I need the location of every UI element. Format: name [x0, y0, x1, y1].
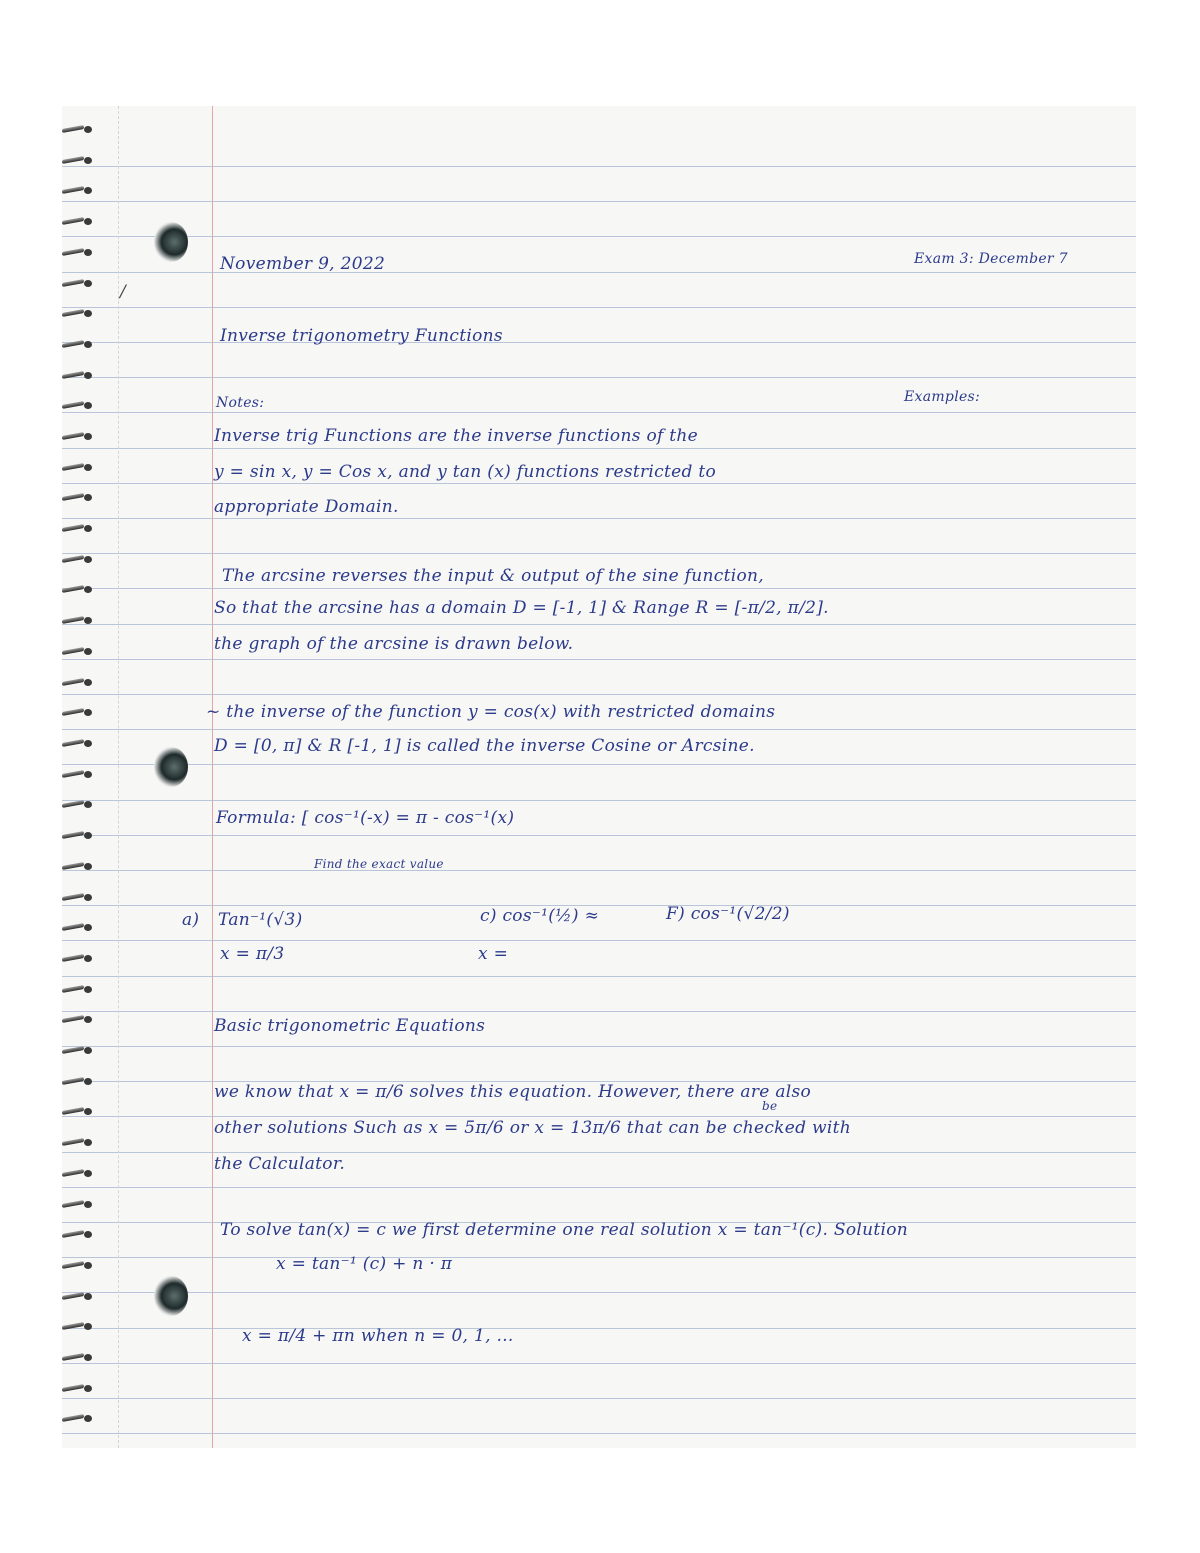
exercise-f-problem: F) cos⁻¹(√2/2)	[666, 904, 790, 924]
ruled-line	[62, 1011, 1136, 1012]
exact-value-label: Find the exact value	[314, 857, 444, 871]
ruled-line	[62, 1152, 1136, 1153]
definition-line-1: Inverse trig Functions are the inverse functions of the	[214, 426, 699, 446]
arcsine-line-3: the graph of the arcsine is drawn below.	[214, 634, 574, 654]
exercise-a-answer: x = π/3	[220, 944, 285, 964]
solve-line-1: To solve tan(x) = c we first determine one real solution x = tan⁻¹(c). Solution	[220, 1220, 908, 1240]
arcsine-line-1: The arcsine reverses the input & output of the sine function,	[222, 566, 764, 586]
definition-line-3: appropriate Domain.	[214, 497, 399, 517]
spiral-coil	[62, 955, 92, 962]
spiral-coil	[62, 648, 92, 655]
spiral-coil	[62, 525, 92, 532]
spiral-coil	[62, 617, 92, 624]
spiral-coil	[62, 740, 92, 747]
spiral-coil	[62, 433, 92, 440]
spiral-coil	[62, 464, 92, 471]
ruled-line	[62, 800, 1136, 801]
spiral-coil	[62, 1415, 92, 1422]
spiral-coil	[62, 1078, 92, 1085]
spiral-coil	[62, 187, 92, 194]
basic-equations-heading: Basic trigonometric Equations	[214, 1016, 486, 1036]
exercise-c-problem: c) cos⁻¹(½) ≈	[480, 906, 600, 926]
date-heading: November 9, 2022	[220, 254, 386, 274]
arcsine-line-2: So that the arcsine has a domain D = [-1, 1] & Range R = [-π/2, π/2].	[214, 598, 829, 618]
spiral-coil	[62, 494, 92, 501]
ruled-line	[62, 588, 1136, 589]
spiral-coil	[62, 218, 92, 225]
ruled-line	[62, 412, 1136, 413]
spiral-coil	[62, 1016, 92, 1023]
spiral-coil	[62, 1323, 92, 1330]
definition-line-2: y = sin x, y = Cos x, and y tan (x) functions restricted to	[214, 462, 717, 482]
ruled-line	[62, 1257, 1136, 1258]
spiral-coil	[62, 924, 92, 931]
spiral-coil	[62, 709, 92, 716]
punch-hole-bottom	[154, 1276, 188, 1316]
ruled-line	[62, 624, 1136, 625]
ruled-line	[62, 201, 1136, 202]
ruled-line	[62, 166, 1136, 167]
ruled-line	[62, 307, 1136, 308]
spiral-coil	[62, 310, 92, 317]
arccos-line-2: D = [0, π] & R [-1, 1] is called the inverse Cosine or Arcsine.	[214, 736, 755, 756]
ruled-line	[62, 1328, 1136, 1329]
basic-line-2: other solutions Such as x = 5π/6 or x = 13π/6 that can be checked with	[214, 1118, 851, 1138]
spiral-coil	[62, 832, 92, 839]
spiral-coil	[62, 863, 92, 870]
arccos-line-1: ~ the inverse of the function y = cos(x) with restricted domains	[206, 702, 776, 722]
exam-date-note: Exam 3: December 7	[914, 251, 1068, 267]
ruled-line	[62, 729, 1136, 730]
spiral-coil	[62, 894, 92, 901]
ruled-line	[62, 236, 1136, 237]
ruled-line	[62, 1433, 1136, 1434]
spiral-coil	[62, 986, 92, 993]
spiral-coil	[62, 586, 92, 593]
exercise-a-problem: Tan⁻¹(√3)	[218, 910, 303, 930]
spiral-coil	[62, 341, 92, 348]
basic-line-3: the Calculator.	[214, 1154, 346, 1174]
punch-hole-top	[154, 222, 188, 262]
notes-heading: Notes:	[216, 395, 265, 411]
spiral-coil	[62, 1354, 92, 1361]
solve-line-2: x = tan⁻¹ (c) + n · π	[276, 1254, 453, 1274]
page-title: Inverse trigonometry Functions	[220, 326, 503, 346]
spiral-coil	[62, 801, 92, 808]
spiral-coil	[62, 157, 92, 164]
ruled-line	[62, 483, 1136, 484]
spiral-coil	[62, 1293, 92, 1300]
perforation-line	[118, 106, 119, 1448]
formula-line: Formula: [ cos⁻¹(-x) = π - cos⁻¹(x)	[216, 808, 515, 828]
spiral-coil	[62, 1047, 92, 1054]
ruled-line	[62, 694, 1136, 695]
ruled-line	[62, 659, 1136, 660]
spiral-coil	[62, 1108, 92, 1115]
ruled-line	[62, 1363, 1136, 1364]
ruled-line	[62, 976, 1136, 977]
ruled-line	[62, 448, 1136, 449]
ruled-line	[62, 1116, 1136, 1117]
spiral-coil	[62, 1139, 92, 1146]
notebook-page	[62, 106, 1136, 1448]
spiral-coil	[62, 1385, 92, 1392]
spiral-coil	[62, 1262, 92, 1269]
ruled-line	[62, 1046, 1136, 1047]
spiral-coil	[62, 679, 92, 686]
spiral-coil	[62, 1170, 92, 1177]
spiral-coil	[62, 126, 92, 133]
ruled-line	[62, 1187, 1136, 1188]
ruled-line	[62, 1398, 1136, 1399]
margin-line	[212, 106, 213, 1448]
spiral-coil	[62, 1201, 92, 1208]
ruled-line	[62, 1292, 1136, 1293]
ruled-line	[62, 870, 1136, 871]
spiral-coil	[62, 1231, 92, 1238]
be-insert-note: be	[762, 1099, 778, 1113]
ruled-line	[62, 905, 1136, 906]
ruled-line	[62, 518, 1136, 519]
ruled-line	[62, 835, 1136, 836]
basic-line-1: we know that x = π/6 solves this equation. However, there are also	[214, 1082, 812, 1102]
exercise-a-label: a)	[182, 910, 200, 930]
spiral-coil	[62, 249, 92, 256]
examples-heading: Examples:	[904, 389, 981, 405]
spiral-coil	[62, 556, 92, 563]
ruled-line	[62, 377, 1136, 378]
ruled-line	[62, 940, 1136, 941]
spiral-coil	[62, 280, 92, 287]
punch-hole-middle	[154, 747, 188, 787]
solve-line-3: x = π/4 + πn when n = 0, 1, ...	[242, 1326, 514, 1346]
ruled-line	[62, 553, 1136, 554]
spiral-coil	[62, 402, 92, 409]
exercise-c-answer: x =	[478, 944, 509, 964]
ruled-line	[62, 764, 1136, 765]
spiral-coil	[62, 771, 92, 778]
spiral-coil	[62, 372, 92, 379]
margin-tick-mark: /	[120, 282, 127, 302]
